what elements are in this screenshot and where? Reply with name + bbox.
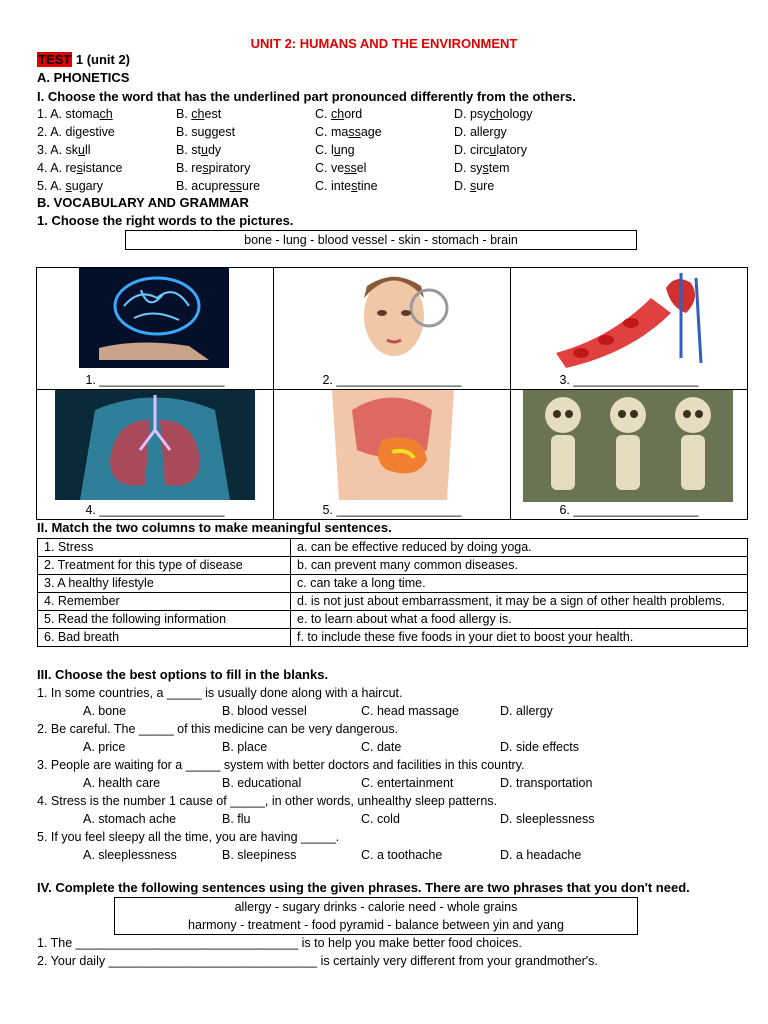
phonetics-option: D. circulatory [454, 143, 527, 157]
picture-label-1: 1. __________________ [85, 373, 225, 387]
table-row [38, 539, 748, 557]
underlined-part: g [75, 125, 83, 139]
phonetics-option: 2. A. digestive [37, 125, 115, 139]
skeleton-image [523, 390, 733, 502]
underlined-part: ch [330, 107, 345, 121]
underlined-part: ss [344, 161, 357, 175]
answer-option[interactable]: B. flu [222, 812, 251, 826]
phonetics-row [37, 123, 737, 141]
phonetics-option: D. allergy [454, 125, 507, 139]
picture-cell-5 [274, 390, 511, 520]
matching-table [37, 538, 748, 647]
underlined-part: s [76, 161, 83, 175]
answer-option[interactable]: B. blood vessel [222, 704, 307, 718]
phonetics-option: 1. A. stomach [37, 107, 113, 121]
part-1-instruction: 1. Choose the right words to the pictures. [37, 213, 294, 228]
table-row [38, 593, 748, 611]
blood-vessel-image [551, 268, 711, 368]
question-text: 4. Stress is the number 1 cause of _____, in other words, unhealthy sleep patterns. [37, 794, 497, 808]
word-box-line-1: allergy - sugary drinks - calorie need - whole grains [234, 900, 518, 914]
table-row [38, 575, 748, 593]
underlined-part: ss [229, 179, 243, 193]
phonetics-row [37, 141, 737, 159]
underlined-part: gg [204, 125, 219, 139]
picture-label-5: 5. __________________ [322, 503, 462, 517]
question-options [37, 846, 748, 864]
match-right: d. is not just about embarrassment, it may be a sign of other health problems. [291, 593, 748, 611]
underlined-part: s [65, 179, 72, 193]
complete-sentence-2: 2. Your daily ______________________________ is certainly very different from your grandmother's. [37, 954, 598, 968]
answer-option[interactable]: C. cold [361, 812, 400, 826]
answer-option[interactable]: D. transportation [500, 776, 593, 790]
word-box-line-2: harmony - treatment - food pyramid - balance between yin and yang [188, 918, 564, 932]
underlined-part: u [333, 143, 341, 157]
test-highlight: TEST [38, 52, 72, 67]
match-right: b. can prevent many common diseases. [291, 557, 748, 575]
question-options [37, 810, 748, 828]
phonetics-row [37, 177, 737, 195]
phonetics-option: 3. A. skull [37, 143, 91, 157]
answer-option[interactable]: A. health care [83, 776, 161, 790]
phonetics-option: C. vessel [315, 161, 367, 175]
underlined-part: s [482, 161, 489, 175]
match-left: 2. Treatment for this type of disease [38, 557, 291, 575]
question-options [37, 702, 748, 720]
match-left: 1. Stress [38, 539, 291, 557]
underlined-part: ch [191, 107, 205, 121]
question-text: 3. People are waiting for a _____ system with better doctors and facilities in this country. [37, 758, 525, 772]
section-a-heading: A. PHONETICS [37, 70, 130, 85]
word-box-pictures: bone - lung - blood vessel - skin - stomach - brain [125, 230, 637, 250]
match-left: 3. A healthy lifestyle [38, 575, 291, 593]
picture-label-2: 2. __________________ [322, 373, 462, 387]
table-row [38, 629, 748, 647]
phonetics-option: B. chest [176, 107, 222, 121]
answer-option[interactable]: D. sleeplessness [500, 812, 595, 826]
phonetics-option: C. lung [315, 143, 355, 157]
picture-label-4: 4. __________________ [85, 503, 225, 517]
phonetics-option: C. chord [315, 107, 363, 121]
match-left: 5. Read the following information [38, 611, 291, 629]
phonetics-row [37, 105, 737, 123]
phonetics-option: 5. A. sugary [37, 179, 104, 193]
test-heading [37, 52, 130, 67]
answer-option[interactable]: A. price [83, 740, 126, 754]
word-box-phrases [114, 897, 638, 935]
answer-option[interactable]: A. stomach ache [83, 812, 177, 826]
answer-option[interactable]: D. side effects [500, 740, 579, 754]
phonetics-option: B. suggest [176, 125, 236, 139]
question-text: 5. If you feel sleepy all the time, you are having _____. [37, 830, 340, 844]
underlined-part: g [493, 125, 501, 139]
section-b-heading: B. VOCABULARY AND GRAMMAR [37, 195, 249, 210]
underlined-part: u [78, 143, 85, 157]
answer-option[interactable]: D. a headache [500, 848, 582, 862]
answer-option[interactable]: A. bone [83, 704, 127, 718]
answer-option[interactable]: D. allergy [500, 704, 553, 718]
picture-cell-6 [511, 390, 748, 520]
answer-option[interactable]: B. educational [222, 776, 302, 790]
stomach-image [312, 390, 474, 500]
picture-cell-4 [37, 390, 274, 520]
answer-option[interactable]: C. a toothache [361, 848, 443, 862]
question-text: 1. In some countries, a _____ is usually done along with a haircut. [37, 686, 403, 700]
picture-cell-1 [37, 268, 274, 390]
question-options [37, 738, 748, 756]
complete-sentence-1: 1. The ________________________________ is to help you make better food choices. [37, 936, 522, 950]
brain-image [79, 268, 229, 368]
picture-label-3: 3. __________________ [559, 373, 699, 387]
phonetics-option: B. study [176, 143, 222, 157]
picture-grid [36, 267, 748, 520]
underlined-part: s [351, 179, 358, 193]
lung-image [55, 390, 255, 500]
question-options [37, 774, 748, 792]
answer-option[interactable]: C. entertainment [361, 776, 454, 790]
table-row [38, 557, 748, 575]
underlined-part: u [489, 143, 497, 157]
underlined-part: u [201, 143, 208, 157]
part-iv-instruction: IV. Complete the following sentences using the given phrases. There are two phrases that you don't need. [37, 880, 690, 895]
match-left: 4. Remember [38, 593, 291, 611]
phonetics-option: B. respiratory [176, 161, 251, 175]
phonetics-option: D. psychology [454, 107, 533, 121]
answer-option[interactable]: B. place [222, 740, 268, 754]
skin-face-image [309, 268, 479, 372]
phonetics-option: C. massage [315, 125, 382, 139]
match-right: e. to learn about what a food allergy is. [291, 611, 748, 629]
match-right: a. can be effective reduced by doing yoga. [291, 539, 748, 557]
phonetics-row [37, 159, 737, 177]
table-row [38, 611, 748, 629]
answer-option[interactable]: A. sleeplessness [83, 848, 177, 862]
mcq-list [37, 684, 748, 864]
match-right: f. to include these five foods in your diet to boost your health. [291, 629, 748, 647]
picture-cell-2 [274, 268, 511, 390]
underlined-part: s [469, 179, 477, 193]
part-ii-instruction: II. Match the two columns to make meaningful sentences. [37, 520, 392, 535]
phonetics-option: D. sure [454, 179, 495, 193]
answer-option[interactable]: C. head massage [361, 704, 459, 718]
test-label: 1 (unit 2) [72, 52, 131, 67]
match-right: c. can take a long time. [291, 575, 748, 593]
phonetics-option: C. intestine [315, 179, 378, 193]
part-iii-instruction: III. Choose the best options to fill in the blanks. [37, 667, 329, 682]
question-text: 2. Be careful. The _____ of this medicine can be very dangerous. [37, 722, 399, 736]
phonetics-option: D. system [454, 161, 510, 175]
phonetics-option: B. acupressure [176, 179, 261, 193]
picture-label-6: 6. __________________ [559, 503, 699, 517]
part-i-instruction: I. Choose the word that has the underlined part pronounced differently from the others. [37, 89, 576, 104]
underlined-part: s [202, 161, 209, 175]
answer-option[interactable]: C. date [361, 740, 402, 754]
underlined-part: ch [489, 107, 503, 121]
page-title: UNIT 2: HUMANS AND THE ENVIRONMENT [250, 36, 518, 51]
phonetics-option: 4. A. resistance [37, 161, 123, 175]
underlined-part: ch [99, 107, 113, 121]
answer-option[interactable]: B. sleepiness [222, 848, 297, 862]
phonetics-list [37, 105, 737, 195]
picture-cell-3 [511, 268, 748, 390]
match-left: 6. Bad breath [38, 629, 291, 647]
underlined-part: ss [348, 125, 361, 139]
